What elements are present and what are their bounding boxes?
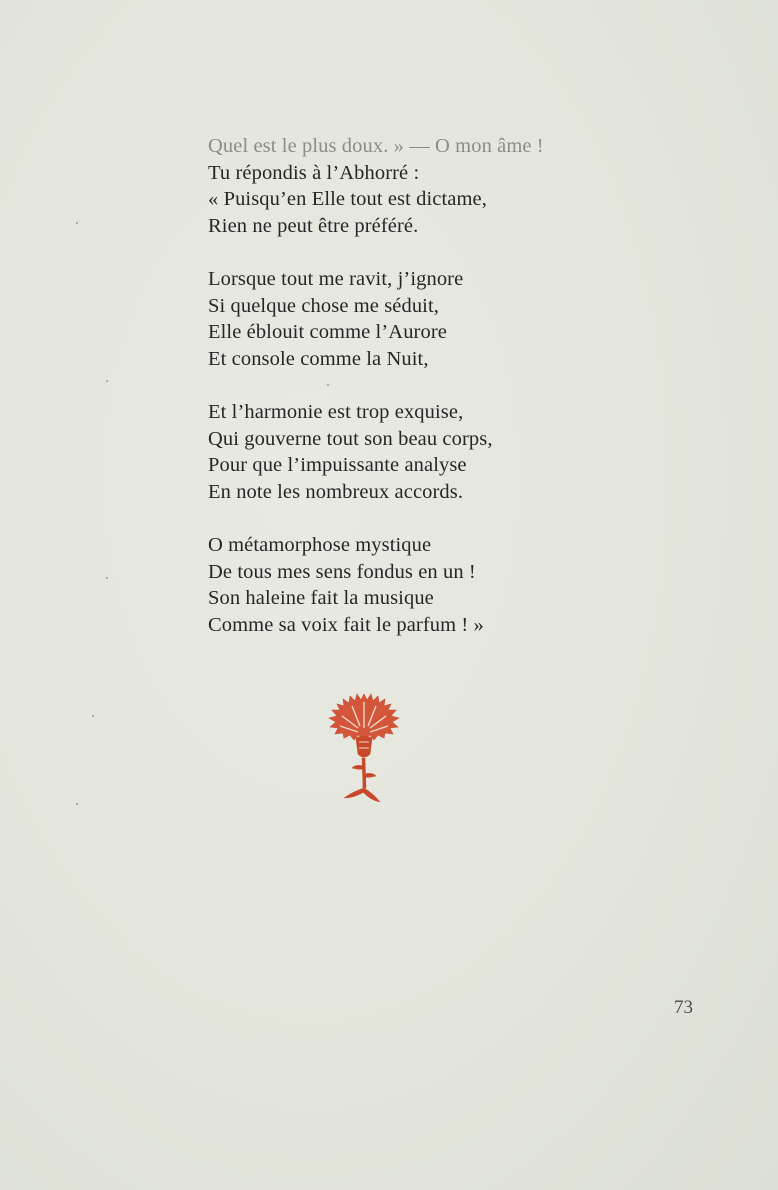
poem-line: Quel est le plus doux. » — O mon âme ! (208, 135, 544, 157)
poem-line: Rien ne peut être préféré. (208, 214, 419, 237)
paper-speck (92, 715, 94, 717)
poem-line: Son haleine fait la musique (208, 587, 434, 609)
stanza-1 (208, 133, 668, 239)
poem-line: Lorsque tout me ravit, j’ignore (208, 268, 464, 290)
paper-speck (106, 380, 108, 382)
poem-line: Elle éblouit comme l’Aurore (208, 321, 447, 343)
stanza-3 (208, 399, 668, 505)
poem-line: Et console comme la Nuit, (208, 347, 429, 370)
poem-line: Si quelque chose me séduit, (208, 294, 440, 317)
poem-line: O métamorphose mystique (208, 534, 432, 556)
carnation-flower-icon (322, 688, 406, 806)
poem-line: Qui gouverne tout son beau corps, (208, 427, 493, 450)
stanza-2 (208, 266, 668, 372)
paper-speck (76, 803, 78, 805)
poem-text (208, 133, 668, 665)
poem-line: « Puisqu’en Elle tout est dictame, (208, 188, 487, 210)
poem-line: Pour que l’impuissante analyse (208, 454, 467, 476)
stanza-4 (208, 532, 668, 638)
poem-line: Et l’harmonie est trop exquise, (208, 401, 464, 423)
page-number: 73 (674, 997, 693, 1018)
poem-line: Tu répondis à l’Abhorré : (208, 161, 420, 184)
poem-line: En note les nombreux accords. (208, 480, 464, 503)
paper-speck (327, 384, 329, 386)
poem-line: Comme sa voix fait le parfum ! » (208, 613, 484, 636)
paper-speck (106, 577, 108, 579)
poem-line: De tous mes sens fondus en un ! (208, 560, 476, 583)
paper-speck (76, 222, 78, 224)
